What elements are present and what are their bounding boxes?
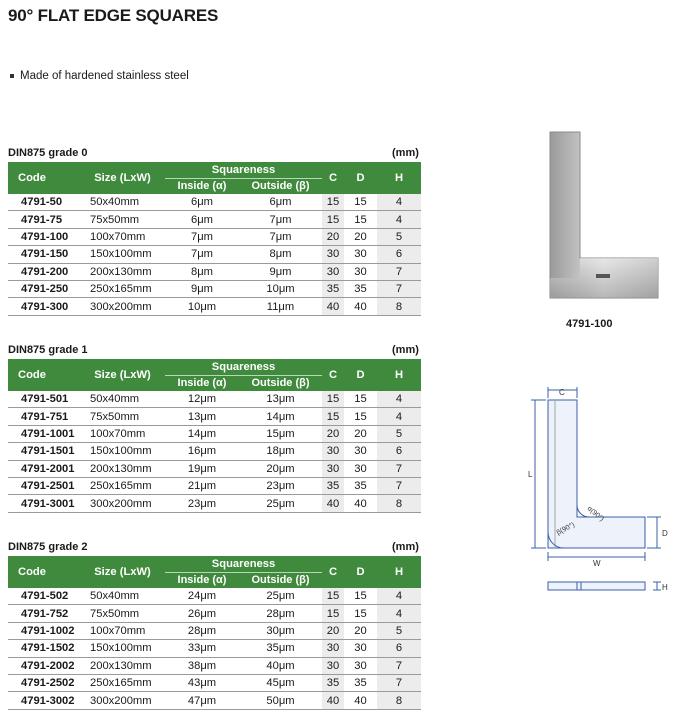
size-cell: 300x200mm	[80, 692, 165, 709]
code-cell: 4791-752	[8, 605, 80, 622]
c-cell: 15	[322, 408, 344, 425]
size-cell: 75x50mm	[80, 408, 165, 425]
outside-cell: 28μm	[239, 605, 322, 622]
c-cell: 15	[322, 588, 344, 605]
dim-h-label: H	[662, 583, 668, 592]
size-cell: 150x100mm	[80, 246, 165, 263]
outside-cell: 20μm	[239, 460, 322, 477]
h-cell: 8	[377, 495, 421, 512]
code-cell: 4791-2502	[8, 674, 80, 691]
outside-cell: 50μm	[239, 692, 322, 709]
h-cell: 4	[377, 605, 421, 622]
inside-cell: 7μm	[165, 228, 239, 245]
c-header: C	[322, 556, 344, 588]
table-row	[8, 495, 421, 512]
outside-cell: 45μm	[239, 674, 322, 691]
inside-cell: 12μm	[165, 391, 239, 408]
outside-cell: 35μm	[239, 640, 322, 657]
h-cell: 4	[377, 211, 421, 228]
d-cell: 15	[344, 391, 377, 408]
table-row	[8, 674, 421, 691]
dim-c-label: C	[559, 388, 565, 397]
h-cell: 4	[377, 194, 421, 211]
code-cell: 4791-1001	[8, 425, 80, 442]
grade-label: DIN875 grade 2	[8, 541, 88, 553]
c-cell: 30	[322, 640, 344, 657]
spec-table	[8, 162, 421, 316]
squareness-header: Squareness	[165, 359, 322, 375]
table-row	[8, 425, 421, 442]
size-cell: 150x100mm	[80, 640, 165, 657]
inside-cell: 6μm	[165, 194, 239, 211]
inside-cell: 38μm	[165, 657, 239, 674]
outside-cell: 23μm	[239, 477, 322, 494]
outside-cell: 10μm	[239, 280, 322, 297]
d-cell: 30	[344, 263, 377, 280]
feature-item	[10, 70, 189, 82]
table-row	[8, 194, 421, 211]
h-cell: 4	[377, 588, 421, 605]
code-cell: 4791-1502	[8, 640, 80, 657]
inside-header: Inside (α)	[165, 375, 239, 391]
d-cell: 20	[344, 425, 377, 442]
table-row	[8, 443, 421, 460]
size-header: Size (LxW)	[80, 359, 165, 391]
outside-header: Outside (β)	[239, 178, 322, 194]
size-cell: 200x130mm	[80, 263, 165, 280]
c-cell: 30	[322, 443, 344, 460]
outside-cell: 15μm	[239, 425, 322, 442]
outside-cell: 25μm	[239, 588, 322, 605]
code-cell: 4791-3002	[8, 692, 80, 709]
table-row	[8, 408, 421, 425]
table-row	[8, 640, 421, 657]
h-cell: 7	[377, 674, 421, 691]
outside-cell: 30μm	[239, 622, 322, 639]
c-cell: 20	[322, 425, 344, 442]
d-cell: 15	[344, 588, 377, 605]
outside-cell: 40μm	[239, 657, 322, 674]
code-cell: 4791-2001	[8, 460, 80, 477]
spec-table	[8, 359, 421, 513]
d-cell: 30	[344, 460, 377, 477]
outside-cell: 13μm	[239, 391, 322, 408]
size-cell: 75x50mm	[80, 605, 165, 622]
size-cell: 250x165mm	[80, 674, 165, 691]
code-header: Code	[8, 359, 80, 391]
c-cell: 20	[322, 622, 344, 639]
table-row	[8, 477, 421, 494]
size-cell: 200x130mm	[80, 460, 165, 477]
d-cell: 35	[344, 477, 377, 494]
code-header: Code	[8, 556, 80, 588]
code-cell: 4791-75	[8, 211, 80, 228]
h-cell: 6	[377, 246, 421, 263]
inside-cell: 6μm	[165, 211, 239, 228]
d-header: D	[344, 162, 377, 194]
inside-cell: 23μm	[165, 495, 239, 512]
inside-cell: 33μm	[165, 640, 239, 657]
code-cell: 4791-300	[8, 298, 80, 315]
inside-cell: 16μm	[165, 443, 239, 460]
size-cell: 100x70mm	[80, 622, 165, 639]
d-cell: 35	[344, 280, 377, 297]
outside-header: Outside (β)	[239, 572, 322, 588]
inside-cell: 24μm	[165, 588, 239, 605]
inside-cell: 14μm	[165, 425, 239, 442]
code-cell: 4791-50	[8, 194, 80, 211]
c-cell: 40	[322, 298, 344, 315]
h-cell: 5	[377, 622, 421, 639]
outside-cell: 25μm	[239, 495, 322, 512]
d-cell: 30	[344, 246, 377, 263]
photo-caption: 4791-100	[566, 318, 613, 330]
code-cell: 4791-200	[8, 263, 80, 280]
c-header: C	[322, 359, 344, 391]
d-header: D	[344, 556, 377, 588]
outside-cell: 8μm	[239, 246, 322, 263]
inside-cell: 10μm	[165, 298, 239, 315]
outside-cell: 9μm	[239, 263, 322, 280]
squareness-header: Squareness	[165, 556, 322, 572]
c-cell: 15	[322, 605, 344, 622]
c-cell: 35	[322, 674, 344, 691]
size-cell: 75x50mm	[80, 211, 165, 228]
inside-cell: 8μm	[165, 263, 239, 280]
c-cell: 40	[322, 692, 344, 709]
dim-l-label: L	[528, 470, 533, 479]
d-cell: 30	[344, 657, 377, 674]
inside-cell: 19μm	[165, 460, 239, 477]
inside-cell: 9μm	[165, 280, 239, 297]
d-cell: 30	[344, 640, 377, 657]
inside-header: Inside (α)	[165, 178, 239, 194]
code-cell: 4791-751	[8, 408, 80, 425]
dim-d-label: D	[662, 529, 668, 538]
size-cell: 50x40mm	[80, 194, 165, 211]
h-cell: 7	[377, 460, 421, 477]
table-row	[8, 228, 421, 245]
table-row	[8, 460, 421, 477]
spec-table	[8, 556, 421, 710]
code-cell: 4791-502	[8, 588, 80, 605]
h-cell: 8	[377, 692, 421, 709]
code-cell: 4791-3001	[8, 495, 80, 512]
d-cell: 15	[344, 605, 377, 622]
inside-cell: 28μm	[165, 622, 239, 639]
code-cell: 4791-2501	[8, 477, 80, 494]
outside-cell: 11μm	[239, 298, 322, 315]
d-cell: 20	[344, 622, 377, 639]
table-row	[8, 622, 421, 639]
inside-cell: 26μm	[165, 605, 239, 622]
c-cell: 35	[322, 477, 344, 494]
outside-header: Outside (β)	[239, 375, 322, 391]
outside-cell: 14μm	[239, 408, 322, 425]
h-header: H	[377, 556, 421, 588]
h-cell: 7	[377, 657, 421, 674]
squareness-header: Squareness	[165, 162, 322, 178]
h-cell: 5	[377, 228, 421, 245]
table-row	[8, 605, 421, 622]
size-cell: 100x70mm	[80, 228, 165, 245]
size-cell: 250x165mm	[80, 477, 165, 494]
inside-cell: 43μm	[165, 674, 239, 691]
d-cell: 15	[344, 408, 377, 425]
size-cell: 300x200mm	[80, 298, 165, 315]
c-cell: 30	[322, 263, 344, 280]
c-header: C	[322, 162, 344, 194]
h-cell: 7	[377, 280, 421, 297]
h-cell: 5	[377, 425, 421, 442]
outside-cell: 18μm	[239, 443, 322, 460]
dimension-diagram	[525, 385, 675, 610]
table-row	[8, 588, 421, 605]
dim-w-label: W	[593, 559, 601, 568]
code-cell: 4791-2002	[8, 657, 80, 674]
inside-cell: 13μm	[165, 408, 239, 425]
grade-label: DIN875 grade 0	[8, 147, 88, 159]
h-cell: 6	[377, 443, 421, 460]
c-cell: 15	[322, 391, 344, 408]
d-cell: 15	[344, 211, 377, 228]
h-cell: 6	[377, 640, 421, 657]
h-cell: 7	[377, 477, 421, 494]
c-cell: 40	[322, 495, 344, 512]
c-cell: 20	[322, 228, 344, 245]
c-cell: 15	[322, 194, 344, 211]
c-cell: 15	[322, 211, 344, 228]
table-row	[8, 280, 421, 297]
feature-text: Made of hardened stainless steel	[20, 70, 189, 82]
code-header: Code	[8, 162, 80, 194]
unit-label: (mm)	[392, 541, 419, 553]
inside-header: Inside (α)	[165, 572, 239, 588]
table-row	[8, 391, 421, 408]
d-cell: 40	[344, 495, 377, 512]
h-cell: 8	[377, 298, 421, 315]
d-cell: 20	[344, 228, 377, 245]
size-cell: 250x165mm	[80, 280, 165, 297]
d-cell: 30	[344, 443, 377, 460]
size-cell: 200x130mm	[80, 657, 165, 674]
outside-cell: 6μm	[239, 194, 322, 211]
table-row	[8, 298, 421, 315]
d-cell: 40	[344, 692, 377, 709]
unit-label: (mm)	[392, 147, 419, 159]
code-cell: 4791-501	[8, 391, 80, 408]
unit-label: (mm)	[392, 344, 419, 356]
code-cell: 4791-150	[8, 246, 80, 263]
page-title: 90° FLAT EDGE SQUARES	[8, 6, 219, 25]
code-cell: 4791-1002	[8, 622, 80, 639]
alpha-angle-label: α(90°)	[585, 505, 605, 523]
outside-cell: 7μm	[239, 228, 322, 245]
h-cell: 4	[377, 408, 421, 425]
size-header: Size (LxW)	[80, 162, 165, 194]
table-row	[8, 657, 421, 674]
size-cell: 100x70mm	[80, 425, 165, 442]
d-cell: 15	[344, 194, 377, 211]
c-cell: 30	[322, 657, 344, 674]
inside-cell: 21μm	[165, 477, 239, 494]
d-cell: 35	[344, 674, 377, 691]
size-cell: 300x200mm	[80, 495, 165, 512]
grade-label: DIN875 grade 1	[8, 344, 88, 356]
code-cell: 4791-1501	[8, 443, 80, 460]
table-row	[8, 692, 421, 709]
c-cell: 30	[322, 460, 344, 477]
size-header: Size (LxW)	[80, 556, 165, 588]
size-cell: 150x100mm	[80, 443, 165, 460]
table-row	[8, 263, 421, 280]
size-cell: 50x40mm	[80, 391, 165, 408]
d-header: D	[344, 359, 377, 391]
d-cell: 40	[344, 298, 377, 315]
product-photo	[540, 128, 660, 303]
code-cell: 4791-250	[8, 280, 80, 297]
table-row	[8, 211, 421, 228]
h-header: H	[377, 359, 421, 391]
c-cell: 35	[322, 280, 344, 297]
h-header: H	[377, 162, 421, 194]
beta-angle-label: β(90°)	[555, 521, 576, 537]
code-cell: 4791-100	[8, 228, 80, 245]
inside-cell: 47μm	[165, 692, 239, 709]
outside-cell: 7μm	[239, 211, 322, 228]
size-cell: 50x40mm	[80, 588, 165, 605]
c-cell: 30	[322, 246, 344, 263]
h-cell: 7	[377, 263, 421, 280]
h-cell: 4	[377, 391, 421, 408]
table-row	[8, 246, 421, 263]
inside-cell: 7μm	[165, 246, 239, 263]
bullet-square-icon	[10, 74, 14, 78]
